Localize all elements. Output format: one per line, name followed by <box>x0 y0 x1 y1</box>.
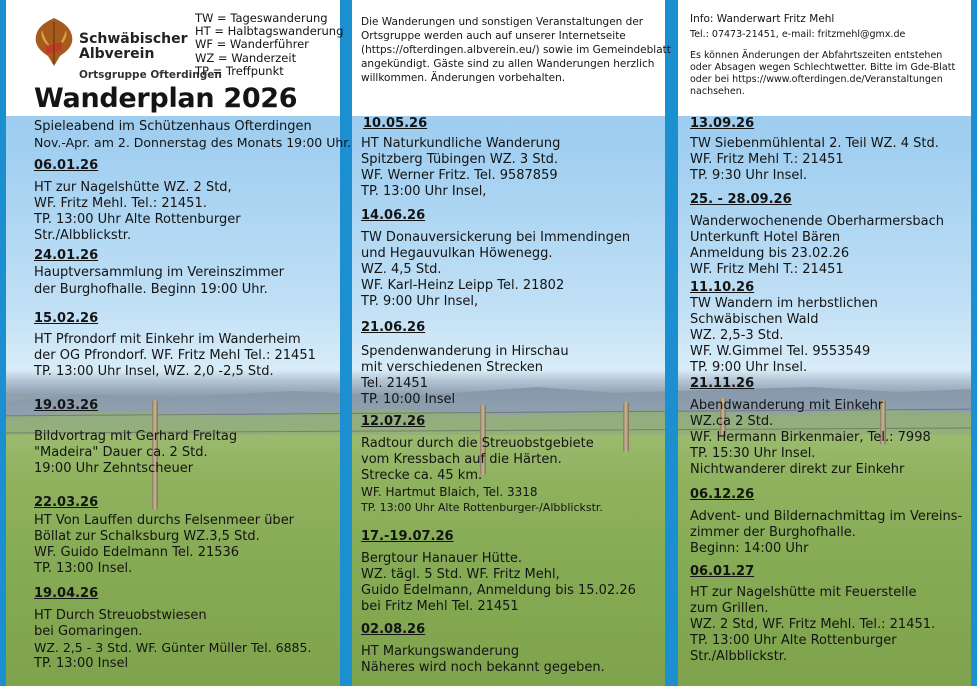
event-line: Bildvortrag mit Gerhard Freitag <box>34 429 238 444</box>
event-line: Nichtwanderer direkt zur Einkehr <box>690 462 905 477</box>
intro-line: willkommen. Änderungen vorbehalten. <box>361 72 566 84</box>
event-line: Bergtour Hanauer Hütte. <box>361 551 523 566</box>
legend-item: TP = Treffpunkt <box>195 63 284 78</box>
event-line: Radtour durch die Streuobstgebiete <box>361 436 594 451</box>
event-date: 24.01.26 <box>34 248 99 263</box>
event-line: WZ. 4,5 Std. <box>361 262 442 277</box>
event-line: TW Wandern im herbstlichen <box>690 296 878 311</box>
event-line: Wanderwochenende Oberharmersbach <box>690 214 944 229</box>
event-line: TP. 10:00 Insel <box>361 392 456 407</box>
event-line: HT Markungswanderung <box>361 644 520 659</box>
event-line: Böllat zur Schalksburg WZ.3,5 Std. <box>34 529 260 544</box>
event-line: TP. 9:00 Uhr Insel, <box>361 294 479 309</box>
club-group: Ortsgruppe Ofterdingen <box>79 69 222 81</box>
event-line: Str./Albblickstr. <box>34 228 132 243</box>
note-line: oder bei https://www.ofterdingen.de/Veranstaltungen <box>690 74 943 85</box>
event-line: Spitzberg Tübingen WZ. 3 Std. <box>361 152 559 167</box>
event-line: WF. Hermann Birkenmaier, Tel.: 7998 <box>690 430 931 445</box>
event-line: WZ. 2 Std, WF. Fritz Mehl. Tel.: 21451. <box>690 617 936 632</box>
event-line: Tel. 21451 <box>361 376 428 391</box>
event-line: TP. 13:00 Uhr Insel, WZ. 2,0 -2,5 Std. <box>34 364 274 379</box>
event-line: WF. Guido Edelmann Tel. 21536 <box>34 545 240 560</box>
event-line: Strecke ca. 45 km. <box>361 468 483 483</box>
event-line: WF. Fritz Mehl T.: 21451 <box>690 152 844 167</box>
event-line: und Hegauvulkan Höwenegg. <box>361 246 553 261</box>
event-line: TP. 13:00 Uhr Alte Rottenburger <box>34 212 241 227</box>
event-line: WF. Fritz Mehl. Tel.: 21451. <box>34 196 207 211</box>
event-line: Beginn: 14:00 Uhr <box>690 541 809 556</box>
note-line: Es können Änderungen der Abfahrtszeiten entstehen <box>690 50 943 61</box>
event-line: TP. 9:00 Uhr Insel. <box>690 360 808 375</box>
event-line: zum Grillen. <box>690 601 769 616</box>
event-line: Guido Edelmann, Anmeldung bis 15.02.26 <box>361 583 636 598</box>
event-date: 06.01.27 <box>690 564 755 579</box>
intro-line: (https://ofterdingen.albverein.eu/) sowie im Gemeindeblatt <box>361 44 671 56</box>
event-line: Anmeldung bis 23.02.26 <box>690 246 850 261</box>
event-date: 02.08.26 <box>361 622 426 637</box>
intro-text <box>361 15 671 85</box>
event-line: TW Donauversickerung bei Immendingen <box>361 230 631 245</box>
event-line: "Madeira" Dauer ca. 2 Std. <box>34 445 208 460</box>
event-date: 06.01.26 <box>34 158 99 173</box>
info-phone-email: Tel.: 07473-21451, e-mail: fritzmehl@gmx.de <box>690 29 906 40</box>
event-line: TW Siebenmühlental 2. Teil WZ. 4 Std. <box>690 136 939 151</box>
event-date: 25. - 28.09.26 <box>690 192 792 207</box>
event-line: Spendenwanderung in Hirschau <box>361 344 569 359</box>
legend-item: HT = Halbtagswanderung <box>195 24 344 39</box>
event-line: Unterkunft Hotel Bären <box>690 230 841 245</box>
albverein-leaf-icon <box>32 16 76 68</box>
legend-item: WZ = Wanderzeit <box>195 50 297 65</box>
event-line: TP. 13:00 Uhr Insel, <box>361 184 487 199</box>
event-line: WZ. 2,5-3 Std. <box>690 328 784 343</box>
event-line: TP. 13:00 Insel <box>34 656 129 671</box>
event-line: vom Kressbach auf die Härten. <box>361 452 562 467</box>
event-line: mit verschiedenen Strecken <box>361 360 544 375</box>
event-line: WF. Werner Fritz. Tel. 9587859 <box>361 168 558 183</box>
event-line: Abendwanderung mit Einkehr <box>690 398 884 413</box>
event-line: bei Fritz Mehl Tel. 21451 <box>361 599 519 614</box>
event-line: HT Pfrondorf mit Einkehr im Wanderheim <box>34 332 301 347</box>
event-line: Nov.-Apr. am 2. Donnerstag des Monats 19:00 Uhr. <box>34 135 352 150</box>
event-line: WZ. tägl. 5 Std. WF. Fritz Mehl, <box>361 567 560 582</box>
event-line: HT Von Lauffen durchs Felsenmeer über <box>34 513 295 528</box>
event-line: Hauptversammlung im Vereinszimmer <box>34 265 284 280</box>
legend-item: WF = Wanderführer <box>195 37 309 52</box>
intro-line: Die Wanderungen und sonstigen Veranstaltungen der <box>361 16 644 28</box>
event-date: 21.11.26 <box>690 376 755 391</box>
separator-1 <box>340 0 352 686</box>
event-date: 14.06.26 <box>361 208 426 223</box>
abbreviation-legend <box>195 12 343 78</box>
event-line: WF. W.Gimmel Tel. 9553549 <box>690 344 871 359</box>
event-date: 22.03.26 <box>34 495 99 510</box>
note-line: nachsehen. <box>690 86 745 97</box>
event-line: TP. 13:00 Insel. <box>34 561 133 576</box>
event-date: 06.12.26 <box>690 487 755 502</box>
event-line: HT Naturkundliche Wanderung <box>361 136 561 151</box>
event-line: WF. Karl-Heinz Leipp Tel. 21802 <box>361 278 565 293</box>
event-line: der Burghofhalle. Beginn 19:00 Uhr. <box>34 282 268 297</box>
event-line: Spieleabend im Schützenhaus Ofterdingen <box>34 119 312 134</box>
event-line: HT zur Nagelshütte mit Feuerstelle <box>690 585 917 600</box>
event-date: 10.05.26 <box>363 116 428 131</box>
event-line: der OG Pfrondorf. WF. Fritz Mehl Tel.: 21451 <box>34 348 316 363</box>
separator-right <box>971 0 977 686</box>
club-name-line2: Albverein <box>79 46 155 62</box>
change-note <box>690 50 955 98</box>
event-line: WZ.ca 2 Std. <box>690 414 774 429</box>
separator-left <box>0 0 6 686</box>
event-line: WF. Fritz Mehl T.: 21451 <box>690 262 844 277</box>
legend-item: TW = Tageswanderung <box>195 11 328 25</box>
fence-post <box>623 402 629 452</box>
event-date: 19.04.26 <box>34 586 99 601</box>
event-line: TP. 13:00 Uhr Alte Rottenburger-/Albblickstr. <box>361 501 603 514</box>
note-line: oder Absagen wegen Schlechtwetter. Bitte im Gde-Blatt <box>690 62 956 73</box>
event-line: HT zur Nagelshütte WZ. 2 Std, <box>34 180 232 195</box>
club-name-line1: Schwäbischer <box>79 31 188 47</box>
event-date: 11.10.26 <box>690 280 755 295</box>
event-line: bei Gomaringen. <box>34 624 143 639</box>
event-date: 13.09.26 <box>690 116 755 131</box>
info-contact: Info: Wanderwart Fritz Mehl <box>690 13 835 25</box>
event-line: WF. Hartmut Blaich, Tel. 3318 <box>361 485 538 499</box>
page-title: Wanderplan 2026 <box>34 83 298 114</box>
event-line: Schwäbischen Wald <box>690 312 819 327</box>
event-line: WZ. 2,5 - 3 Std. WF. Günter Müller Tel. 6885. <box>34 640 312 655</box>
event-date: 12.07.26 <box>361 414 426 429</box>
event-line: TP. 15:30 Uhr Insel. <box>690 446 816 461</box>
event-line: zimmer der Burghofhalle. <box>690 525 856 540</box>
event-line: TP. 9:30 Uhr Insel. <box>690 168 808 183</box>
event-date: 21.06.26 <box>361 320 426 335</box>
event-line: Näheres wird noch bekannt gegeben. <box>361 660 605 675</box>
intro-line: angekündigt. Gäste sind zu allen Wanderungen herzlich <box>361 58 655 70</box>
event-line: HT Durch Streuobstwiesen <box>34 608 207 623</box>
separator-2 <box>665 0 678 686</box>
event-line: Str./Albblickstr. <box>690 649 788 664</box>
event-line: TP. 13:00 Uhr Alte Rottenburger <box>690 633 897 648</box>
event-date: 19.03.26 <box>34 398 99 413</box>
intro-line: Ortsgruppe werden auch auf unserer Internetseite <box>361 30 626 42</box>
event-line: 19:00 Uhr Zehntscheuer <box>34 461 194 476</box>
event-date: 17.-19.07.26 <box>361 529 454 544</box>
event-date: 15.02.26 <box>34 311 99 326</box>
event-line: Advent- und Bildernachmittag im Vereins- <box>690 509 963 524</box>
